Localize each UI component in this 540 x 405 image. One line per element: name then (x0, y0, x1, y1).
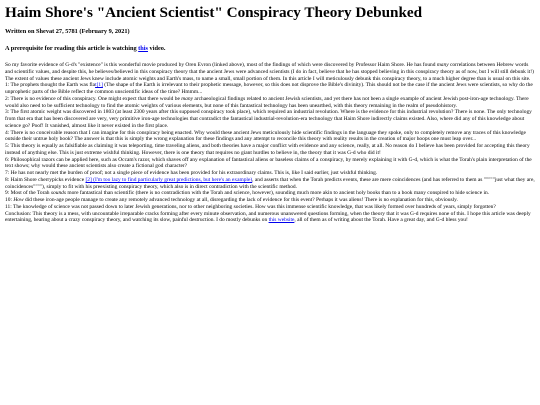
footnote-link-1[interactable]: t[1] (95, 82, 103, 89)
point-10-emphasis: How (13, 197, 24, 203)
point-1-text-end: (The shape of the Earth is irrelevant to their prophetic message, however, so this does not disprove the Bible's divinity). This should not be the case if the ancient Jews were scientists, so why do the unprophetic parts of the Bible reflect the common unscientific ideas of the time? Hmmm... (5, 82, 533, 95)
point-1 (5, 82, 535, 96)
point-2-text-end: archaeological findings related to ancient Jewish scientists, and yet there has not been a single example of ancient Jewish post-iron-age technology. There would also need to be sufficient technology to find the atomic weights of various elements, but none of this fantastical technology has been unearthed, with this theory remaining in the realm of pseudohistory. (5, 95, 529, 109)
point-10 (5, 197, 535, 204)
intro-text-end: correlations between Hebrew words and scientific values, and despite this, he believes/believed in this conspiracy theory that the ancient Jews were advanced scientists (I do in fact, believe that he has stopped believing in this conspiracy theory as of now, but I will still debunk it!) The extent of values these ancient Jews knew include atomic weights and Earth's mass, to name a small, small portion of them. In this article I will meticulously debunk this conspiracy theory, to a much higher degree than is usual on this site. (5, 62, 534, 82)
point-8-text-end: ), simply to fit with his preexisting conspiracy theory, which also is in direct contradiction with the scientific method. (41, 183, 297, 190)
point-8-text-mid: , and asserts that when the Torah predicts events, these are mere coincidences (and has referred to them as " (252, 176, 486, 183)
point-2-emphasis: many (181, 95, 193, 102)
article-body (5, 62, 535, 224)
point-10-text: did these iron-age people manage to create any remotely advanced technology at all, disregarding the lack of evidence for this event? Perhaps it was aliens! There is no explanation for this, obviously. (23, 197, 458, 203)
point-10-number: 10: (5, 197, 14, 203)
footnote-link-2[interactable]: [2] (I'm too lazy to find particularly great predictions, but here's an example) (85, 176, 253, 183)
prereq-text-end: video. (147, 45, 166, 52)
prereq-text: A prerequisite for reading this article is watching (5, 45, 139, 52)
conclusion-text: Conclusion: This theory is a mess, with uncountable irreparable cracks forming after every minute observation, and numerous unanswered questions forming, when the theory that it was G-d requires none of this. I hope this article was deeply entertaining, hearing about a crazy conspiracy theory, and watching its slow, painful destruction. I do mostly debunks on (5, 210, 531, 224)
point-9 (5, 190, 535, 197)
intro-emphasis: many (436, 62, 449, 68)
point-1-text: 1: The prophets thought the Earth was fla (5, 82, 96, 89)
point-8-quote-mark: """ (485, 176, 493, 183)
point-9-emphasis: sounds (50, 190, 66, 197)
video-link[interactable]: this (138, 45, 148, 52)
intro-text: So my favorite evidence of G-d's "existence" is this wonderful movie produced by Oren Evron (linked above), most of the findings of which were discovered by Professor Haim Shore. He has found (5, 62, 437, 68)
conclusion-text-end: , all of them as of writing about the Torah. Have a great day, and G-d bless you! (294, 217, 468, 224)
point-6: 6: Philosophical razors can be applied here, such as Occam's razor, which shaves off any explanation of fantastical aliens or baseless claims of a conspiracy, by merely explaining it with G-d, which is what the Torah's plain interpretation of the text shows; why would these ancient scientists also create a fictional god character? (5, 156, 532, 170)
website-link[interactable]: this website (268, 217, 295, 224)
intro-paragraph (5, 62, 535, 82)
point-8 (5, 177, 535, 191)
point-2-text: 2: There is no evidence of this conspiracy. One might expect that there would be (5, 95, 182, 102)
point-3: 3: The first atomic weight was discovered in 1803 (at least 2300 years after this supposed conspiracy took place), which required an industrial revolution. Where is the evidence for this industrial revolution? There is none. The only technology from that era that has been discovered are very, very primitive iron-age technologies that contradict the fantastical industrial-revolution-era technology that Haim Shore indirectly claims existed. Also, where did any of this knowledge about science go? Poof! It vanished, almost like it never existed in the first place. (5, 109, 532, 129)
point-9-text-end: more fantastical than scientific (there is no contradiction with the Torah and science, however), sounding much more akin to ancient holy books than to a book many conspired to hide science in. (66, 190, 490, 197)
point-2 (5, 96, 535, 110)
point-9-text: 9: Most of the Torah (5, 190, 51, 197)
point-11: 11: The knowledge of science was not passed down to later Jewish generations, nor to other neighboring societies. How was this immense scientific knowledge, that was likely formed over hundreds of years, simply forgotten? (5, 203, 496, 210)
prerequisite-note (5, 45, 535, 53)
conclusion-paragraph (5, 211, 535, 225)
point-7: 7: He has not nearly met the burden of proof; not a single piece of evidence has been provided for his extraordinary claims. This is, like I said earlier, just wishful thinking. (5, 170, 378, 176)
point-8-text: 8: Haim Shore cherrypicks evidence (5, 176, 86, 183)
point-4: 4: There is no conceivable reason that I can imagine for this conspiracy being enacted. Why would these ancient Jews meticulously hide scientific findings in the language they spoke, only to completely remove any traces of this knowledge outside their untrue holy book? The answer is that this is simply the wrong explanation for these findings and any attempt to reconcile this theory with reality results in the creation of major hoops one must leap over... (5, 129, 526, 143)
point-5: 5: This theory is equally as falsifiable as claiming it was teleporting, time traveling aliens, and both theories have a major conflict with evidence and any science, really, at all. No reason do I believe has been provided for accepting this theory instead of anything else. This is just extreme wishful thinking. However, there is one theory that requires no giant hurdles to believe in, the theory that it was G-d who did it! (5, 143, 530, 156)
written-date: Written on Shevat 27, 5781 (February 9, 2021) (5, 28, 130, 35)
point-8-quote-mark-2: """ (35, 183, 42, 190)
point-8-quote: "just what they are, coincidences" (5, 176, 535, 190)
page-title: Haim Shore's "Ancient Scientist" Conspiracy Theory Debunked (5, 4, 423, 21)
